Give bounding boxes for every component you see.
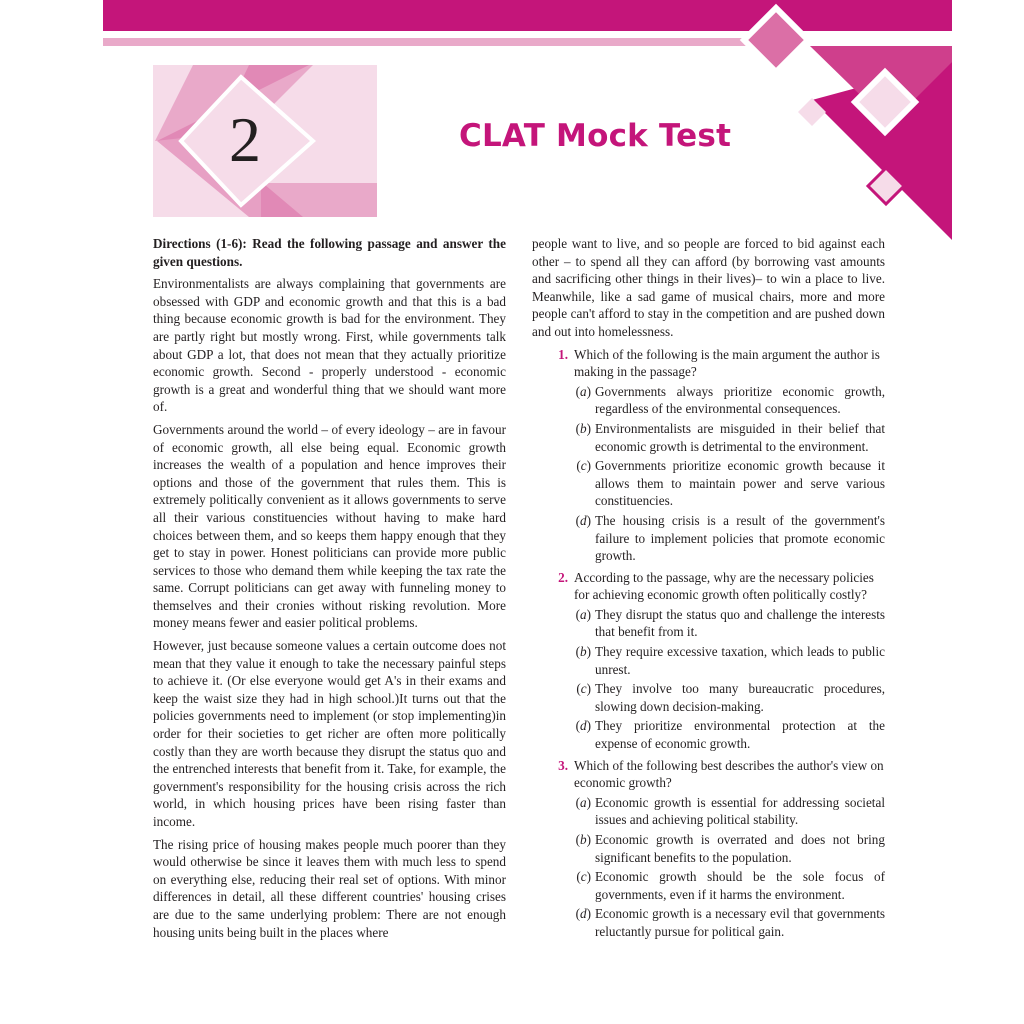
question-number: 1.: [558, 346, 568, 362]
option-c: (c) Economic growth should be the sole focus of governments, even if it harms the environment.: [576, 869, 885, 902]
option-text: Economic growth is overrated and does not bring significant benefits to the population.: [595, 832, 885, 865]
option-letter: d: [580, 718, 587, 734]
directions: Directions (1-6): Read the following passage and answer the given questions.: [153, 236, 506, 269]
left-column: [153, 235, 506, 946]
option-letter: c: [580, 458, 587, 474]
question-text: According to the passage, why are the necessary policies for achieving economic growth often politically costly?: [574, 569, 874, 603]
option-text: Economic growth is a necessary evil that governments reluctantly pursue for political gain.: [595, 906, 885, 939]
option-letter: b: [580, 644, 587, 660]
option-text: Governments always prioritize economic growth, regardless of the environmental consequences.: [595, 383, 885, 417]
question-1: [532, 346, 885, 565]
option-a: (a) Governments always prioritize economic growth, regardless of the environmental consequences.: [575, 383, 885, 417]
option-a: (a) They disrupt the status quo and challenge the interests that benefit from it.: [575, 606, 885, 640]
passage-paragraph: Governments around the world – of every ideology – are in favour of economic growth, all else being equal. Economic growth increases the wealth of a population and hence improves their options and those of the government that rules them. This is extremely politically convenient as it allows governments to serve all their various constituencies without having to make hard choices between them, and so keeps them happy enough that they get to stay in power. Honest politicians can provide more public services to those who demand them while keeping the tax rate the same. Corrupt politicians can get away with funneling money to themselves and their cronies without risking revolution. More money means fewer and easier political problems.: [153, 421, 506, 631]
option-letter: c: [580, 869, 587, 885]
chapter-number: 2: [229, 104, 261, 175]
option-letter: d: [580, 906, 587, 922]
option-d: (d) Economic growth is a necessary evil that governments reluctantly pursue for political gain.: [575, 906, 885, 939]
option-letter: b: [580, 832, 587, 847]
option-letter: a: [580, 383, 587, 399]
option-text: They involve too many bureaucratic procedures, slowing down decision-making.: [595, 681, 885, 714]
question-text: Which of the following is the main argument the author is making in the passage?: [574, 346, 880, 380]
option-c: (c) They involve too many bureaucratic procedures, slowing down decision-making.: [576, 681, 885, 714]
option-letter: a: [580, 606, 587, 622]
option-b: (b) Environmentalists are misguided in their belief that economic growth is detrimental to the environment.: [575, 420, 885, 454]
option-letter: b: [580, 420, 587, 436]
question-text: Which of the following best describes the author's view on economic growth?: [574, 757, 884, 791]
question-number: 3.: [558, 757, 568, 773]
option-text: They prioritize environmental protection at the expense of economic growth.: [595, 718, 885, 752]
passage-paragraph: people want to live, and so people are forced to bid against each other – to spend all they can afford (by borrowing vast amounts and sacrificing other things in their lives)– to win a place to live. Meanwhile, like a sad game of musical chairs, more and more people can't afford to stay in the competition and are pushed down and out into homelessness.: [532, 236, 885, 339]
option-letter: d: [580, 512, 587, 528]
question-2: [532, 569, 885, 753]
option-text: The housing crisis is a result of the government's failure to implement policies that promote economic growth.: [595, 512, 885, 564]
option-c: (c) Governments prioritize economic growth because it allows them to maintain power and serve various constituencies.: [576, 458, 885, 509]
right-column: [532, 235, 885, 943]
passage-paragraph: Environmentalists are always complaining that governments are obsessed with GDP and economic growth and that this is a bad thing because economic growth is bad for the environment. They are partly right but mostly wrong. First, while governments talk about GDP a lot, that does not mean that they actually prioritize economic growth. Second - properly understood - economic growth is a great and wonderful thing that we should want more of.: [153, 276, 506, 415]
option-a: (a) Economic growth is essential for addressing societal issues and achieving political stability.: [575, 794, 885, 828]
option-d: (d) They prioritize environmental protection at the expense of economic growth.: [575, 718, 885, 752]
question-3: [532, 757, 885, 941]
page-title: CLAT Mock Test: [459, 118, 732, 154]
option-letter: c: [580, 681, 587, 697]
option-text: They require excessive taxation, which leads to public unrest.: [595, 644, 885, 677]
passage-paragraph: However, just because someone values a certain outcome does not mean that they value it enough to take the necessary painful steps to achieve it. (Or else everyone would get A's in their exams and keep the waist size they had in high school.)It turns out that the policies governments need to implement (or stop implementing)in order for their societies to get richer are often more politically costly than they are worth because they disrupt the status quo and the entrenched interests that benefit from it. Take, for example, the government's responsibility for the housing crisis across the rich world, in which housing prices have been rising faster than income.: [153, 638, 506, 829]
option-text: Environmentalists are misguided in their belief that economic growth is detrimental to the environment.: [595, 420, 885, 454]
option-d: (d) The housing crisis is a result of the government's failure to implement policies that promote economic growth.: [575, 512, 885, 564]
option-text: Economic growth should be the sole focus of governments, even if it harms the environment.: [595, 869, 885, 902]
option-text: Economic growth is essential for addressing societal issues and achieving political stability.: [595, 794, 885, 828]
passage-paragraph: The rising price of housing makes people much poorer than they would otherwise be since it leaves them with much less to spend on everything else, reducing their real set of options. With minor differences in detail, all these different countries' housing crises are due to the same underlying problem: There are not enough housing units being built in the places where: [153, 836, 506, 940]
option-text: They disrupt the status quo and challenge the interests that benefit from it.: [595, 606, 885, 640]
question-number: 2.: [558, 569, 568, 585]
option-letter: a: [580, 794, 587, 810]
option-text: Governments prioritize economic growth because it allows them to maintain power and serve various constituencies.: [595, 458, 885, 509]
option-b: (b) They require excessive taxation, which leads to public unrest.: [575, 644, 885, 677]
option-b: (b) Economic growth is overrated and does not bring significant benefits to the population.: [575, 832, 885, 865]
